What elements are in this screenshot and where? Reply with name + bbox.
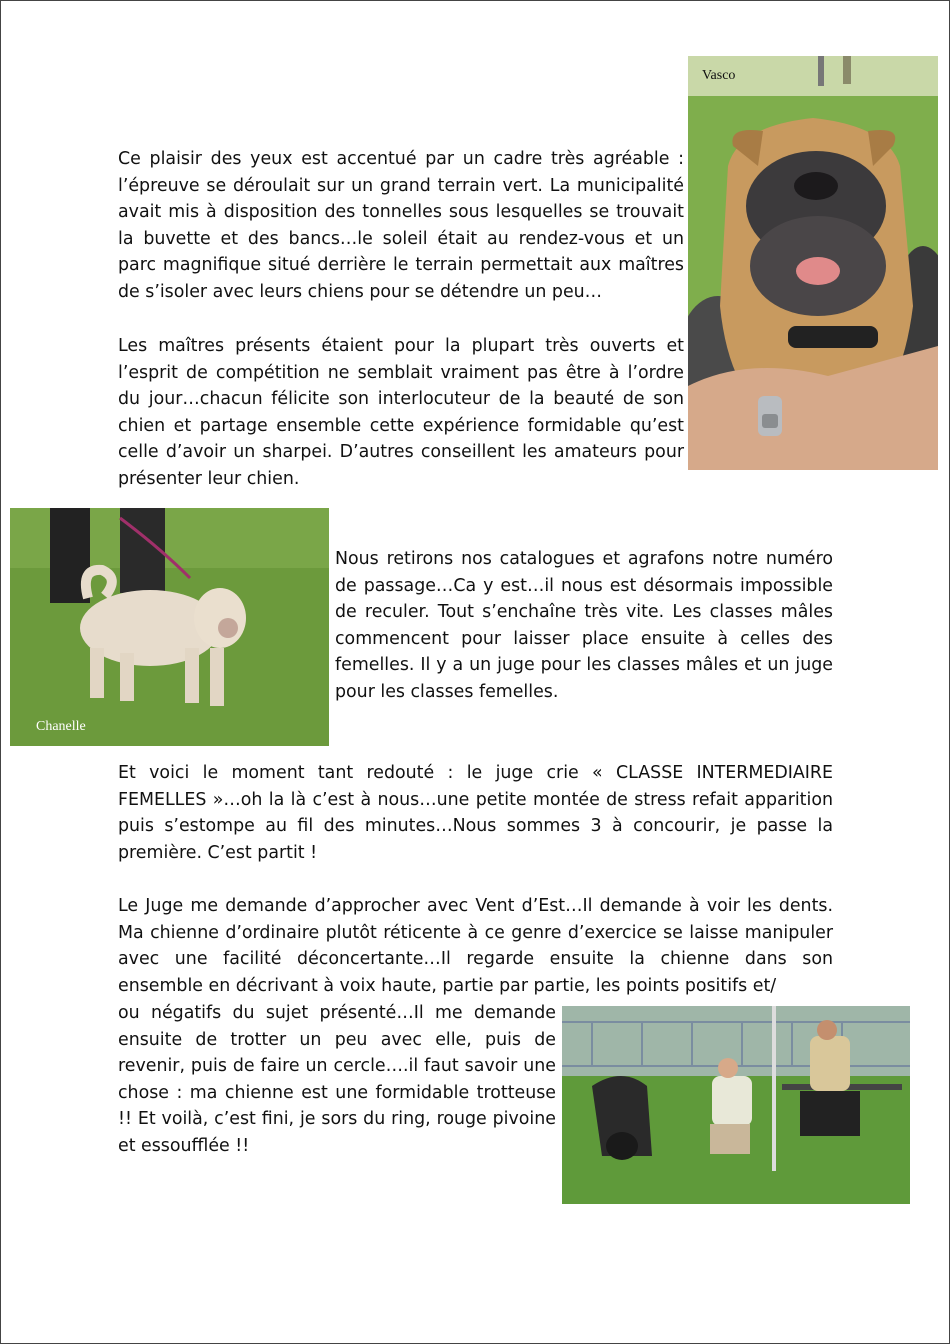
chanelle-photo <box>10 508 329 746</box>
paragraph-maitres: Les maîtres présents étaient pour la plupart très ouverts et l’esprit de compétition ne semblait vraiment pas être à l’ordre du jour…chacun félicite son interlocuteur de la beauté de son chien et partage ensemble cette expérience formidable qu’est celle d’avoir un sharpei. D’autres conseillent les amateurs pour présenter leur chien. <box>118 336 684 489</box>
vasco-photo <box>688 56 938 470</box>
paragraph-cadre: Ce plaisir des yeux est accentué par un cadre très agréable : l’épreuve se déroulait sur un grand terrain vert. La municipalité avait mis à disposition des tonnelles sous lesquelles se trouvait la buvette et des bancs…le soleil était au rendez-vous et un parc magnifique situé derrière le terrain permettait aux maîtres de s’isoler avec leurs chiens pour se détendre un peu… <box>118 149 684 302</box>
chanelle-caption: Chanelle <box>36 719 86 734</box>
paragraph-catalogues: Nous retirons nos catalogues et agrafons notre numéro de passage…Ca y est…il nous est désormais impossible de reculer. Tout s’enchaîne très vite. Les classes mâles commencent pour laisser place ensuite à celles des femelles. Il y a un juge pour les classes mâles et un juge pour les classes femelles. <box>335 549 833 702</box>
paragraph-juge: Le Juge me demande d’approcher avec Vent d’Est…Il demande à voir les dents. Ma chienne d’ordinaire plutôt réticente à ce genre d’exercice se laisse manipuler avec une facilité déconcertante…Il regarde ensuite la chienne dans son ensemble en décrivant à voix haute, partie par partie, les points positifs et/ <box>118 896 833 996</box>
vasco-caption: Vasco <box>702 68 736 83</box>
ring-photo <box>562 1006 910 1204</box>
paragraph-moment: Et voici le moment tant redouté : le juge crie « CLASSE INTERMEDIAIRE FEMELLES »…oh la là c’est à nous…une petite montée de stress refait apparition puis s’estompe au fil des minutes…Nous sommes 3 à concourir, je passe la première. C’est partit ! <box>118 763 833 863</box>
paragraph-juge-suite: ou négatifs du sujet présenté…Il me demande ensuite de trotter un peu avec elle, puis de revenir, puis de faire un cercle….il faut savoir une chose : ma chienne est une formidable trotteuse !! Et voilà, c’est fini, je sors du ring, rouge pivoine et essoufflée !! <box>118 1003 556 1156</box>
